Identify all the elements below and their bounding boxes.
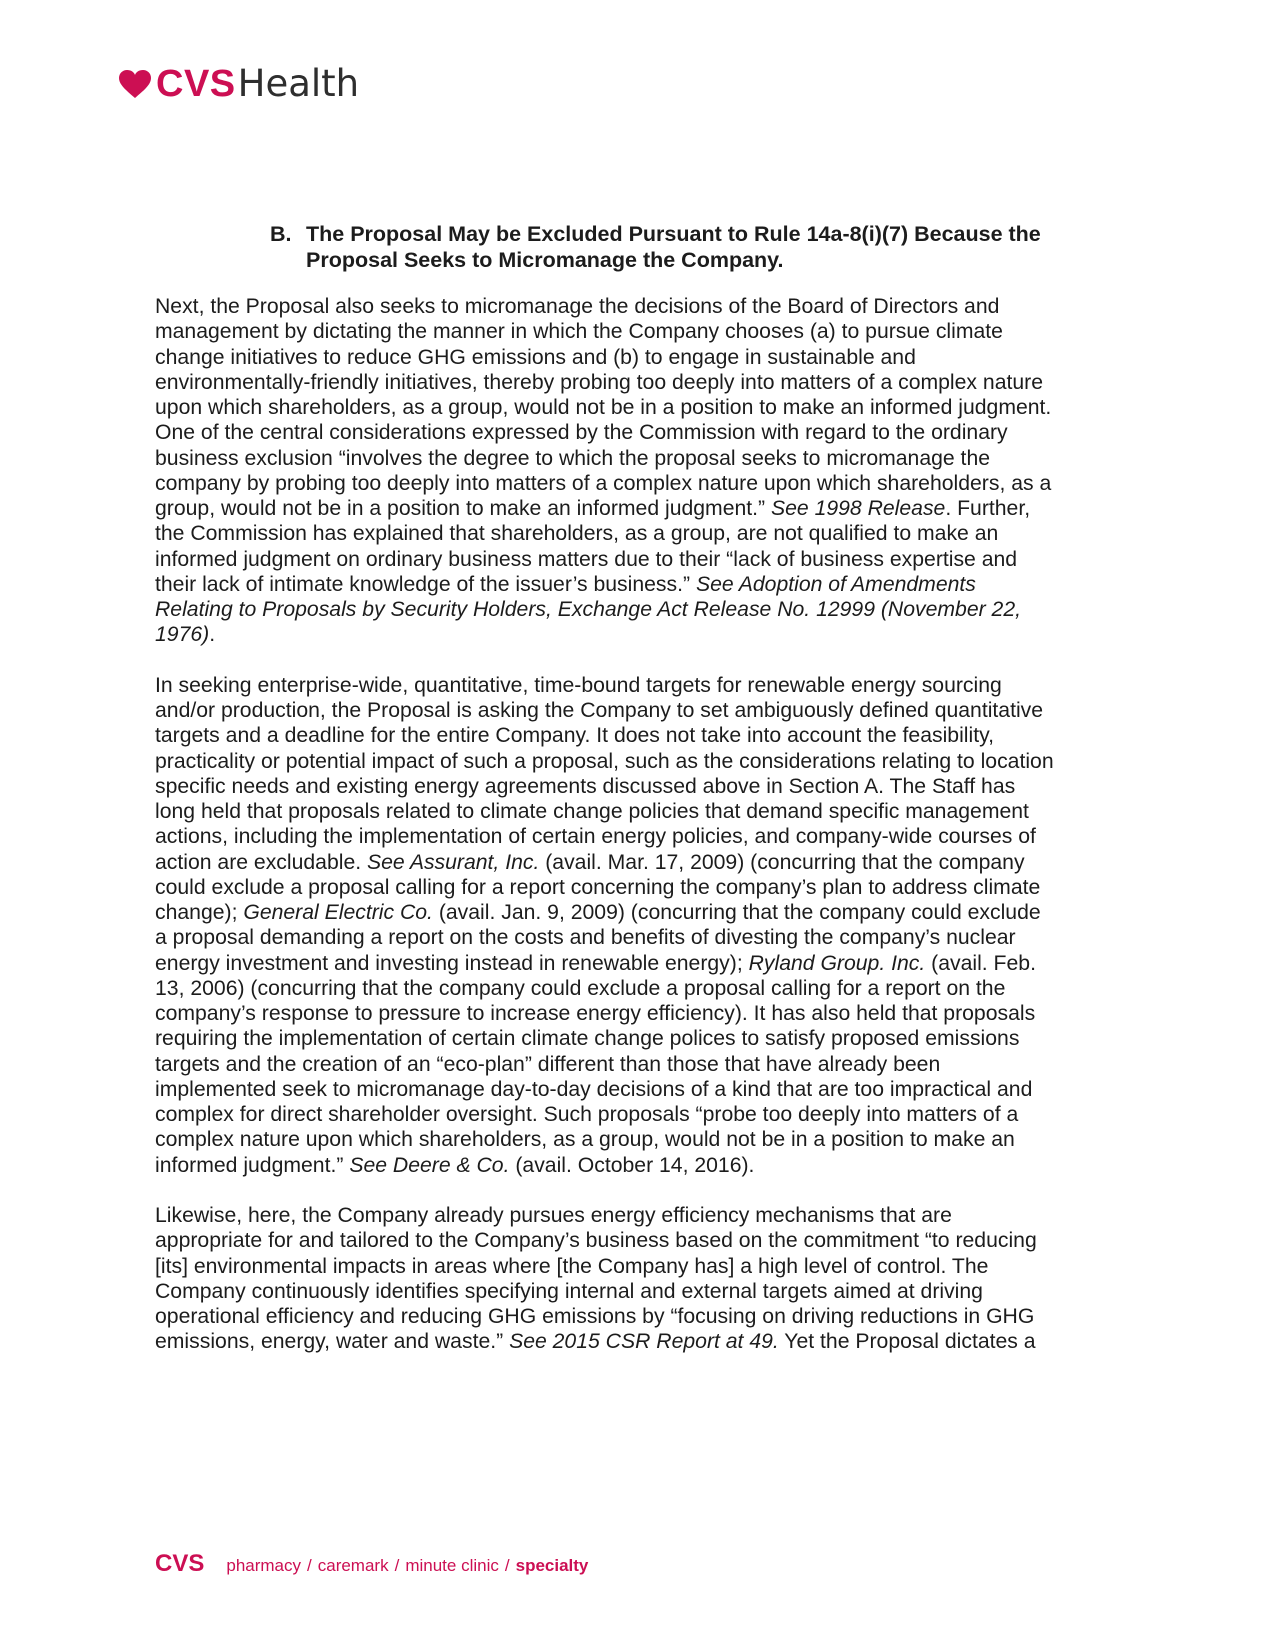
text-segment: company by probing too deeply into matters of a complex nature upon which shareholders, as a (155, 471, 1052, 495)
text-segment: (avail. Mar. 17, 2009) (concurring that the company (539, 850, 1025, 874)
text-line (155, 1228, 1130, 1253)
section-title-line: Proposal Seeks to Micromanage the Company. (306, 247, 784, 272)
citation-text: 1976) (155, 623, 210, 647)
text-segment: actions, including the implementation of certain energy policies, and company-wide courses of (155, 825, 1036, 849)
footer-link-minute-clinic: minute clinic (405, 1556, 499, 1575)
text-segment: action are excludable. (155, 850, 368, 874)
text-line (155, 799, 1130, 824)
citation-text: See Adoption of Amendments (695, 572, 976, 596)
text-line (155, 496, 1130, 521)
text-segment: (avail. Jan. 9, 2009) (concurring that the company could exclude (432, 901, 1041, 924)
body-paragraph (155, 294, 1130, 648)
text-segment: management by dictating the manner in which the Company chooses (a) to pursue climate (155, 320, 1003, 344)
footer-link-pharmacy: pharmacy (226, 1556, 301, 1575)
section-title-line: The Proposal May be Excluded Pursuant to Rule 14a-8(i)(7) Because the (306, 222, 1041, 246)
text-segment: and/or production, the Proposal is asking the Company to set ambiguously defined quantitative (155, 699, 1044, 722)
footer-separator: / (504, 1556, 510, 1575)
text-line (155, 547, 1130, 572)
text-segment: environmentally-friendly initiatives, thereby probing too deeply into matters of a complex nature (155, 370, 1043, 394)
text-segment: energy investment and investing instead in renewable energy); (155, 951, 749, 975)
text-segment: a proposal demanding a report on the costs and benefits of divesting the company’s nuclear (155, 926, 1016, 950)
text-segment: requiring the implementation of certain climate change polices to satisfy proposed emissions (155, 1027, 1020, 1051)
text-segment: the Commission has explained that shareholders, as a group, are not qualified to make an (155, 522, 999, 546)
heart-icon (118, 69, 152, 99)
section-letter: B. (270, 222, 292, 246)
body-paragraph (155, 1203, 1130, 1355)
text-line (155, 1102, 1130, 1127)
text-line (155, 1304, 1130, 1329)
text-line (155, 976, 1130, 1001)
text-line (155, 471, 1130, 496)
footer-link-caremark: caremark (317, 1556, 389, 1575)
citation-text: See Assurant, Inc. (367, 850, 540, 874)
text-segment: informed judgment.” (155, 1153, 350, 1177)
text-line (155, 319, 1130, 344)
text-line (155, 1052, 1130, 1077)
text-line (155, 1026, 1130, 1051)
text-segment: (avail. October 14, 2016). (509, 1153, 755, 1177)
text-segment: Next, the Proposal also seeks to micromanage the decisions of the Board of Directors and (155, 295, 1000, 318)
text-segment: implemented seek to micromanage day-to-day decisions of a kind that are too impractical and (155, 1077, 1033, 1101)
text-line (155, 622, 1130, 647)
footer-separator: / (394, 1556, 400, 1575)
text-line (155, 698, 1130, 723)
document-body (155, 294, 1130, 1380)
citation-text: See 1998 Release (770, 497, 946, 520)
text-segment: targets and the creation of an “eco-plan” different than those that have already been (155, 1052, 941, 1076)
text-line (155, 1279, 1130, 1304)
text-line (155, 1077, 1130, 1102)
text-line (155, 1254, 1130, 1279)
text-segment: (avail. Feb. (925, 951, 1036, 975)
footer-link-specialty: specialty (515, 1556, 589, 1575)
text-line (155, 1127, 1130, 1152)
text-line (155, 1001, 1130, 1026)
footer-cvs-logo: CVS (155, 1550, 205, 1577)
citation-text: See 2015 CSR Report at 49. (509, 1330, 779, 1354)
text-segment: specific needs and existing energy agreements discussed above in Section A. The Staff has (155, 774, 1016, 798)
text-segment: targets and a deadline for the entire Company. It does not take into account the feasibility, (155, 724, 994, 748)
text-line (155, 1329, 1130, 1354)
text-line (155, 824, 1130, 849)
citation-text: Relating to Proposals by Security Holders, Exchange Act Release No. 12999 (November 22, (155, 598, 1021, 621)
text-line (155, 925, 1130, 950)
text-line (155, 673, 1130, 698)
text-segment: company’s response to pressure to increase energy efficiency). It has also held that proposals (155, 1002, 1036, 1025)
logo-cvs-text: CVS (156, 63, 236, 105)
text-line (155, 900, 1130, 925)
text-segment: their lack of intimate knowledge of the issuer’s business.” (155, 572, 696, 596)
text-line (155, 774, 1130, 799)
text-segment: 13, 2006) (concurring that the company could exclude a proposal calling for a report on the (155, 976, 1006, 1000)
text-line (155, 1203, 1130, 1228)
text-segment: upon which shareholders, as a group, would not be in a position to make an informed judgment. (155, 396, 1052, 419)
text-line (155, 294, 1130, 319)
text-segment: . Further, (945, 497, 1031, 520)
section-heading (270, 222, 1100, 273)
text-line (155, 572, 1130, 597)
text-line (155, 1153, 1130, 1178)
citation-text: Ryland Group. Inc. (748, 951, 926, 975)
text-line (155, 749, 1130, 774)
citation-text: See Deere & Co. (349, 1153, 510, 1177)
text-line (155, 723, 1130, 748)
text-segment: In seeking enterprise-wide, quantitative, time-bound targets for renewable energy sourcing (155, 673, 1002, 697)
text-line (155, 395, 1130, 420)
text-segment: Yet the Proposal dictates a (778, 1330, 1036, 1354)
text-segment: informed judgment on ordinary business matters due to their “lack of business expertise and (155, 547, 1018, 571)
text-segment: [its] environmental impacts in areas where [the Company has] a high level of control. The (155, 1254, 989, 1278)
text-line (155, 597, 1130, 622)
text-segment: Company continuously identifies specifying internal and external targets aimed at driving (155, 1279, 983, 1303)
text-line (155, 521, 1130, 546)
text-segment: Likewise, here, the Company already pursues energy efficiency mechanisms that are (155, 1204, 952, 1227)
logo-health-text: Health (237, 62, 360, 105)
text-line (155, 875, 1130, 900)
text-segment: . (209, 623, 216, 647)
text-segment: One of the central considerations expressed by the Commission with regard to the ordinary (155, 421, 1008, 445)
citation-text: General Electric Co. (243, 901, 433, 924)
text-segment: operational efficiency and reducing GHG emissions by “focusing on driving reductions in GHG (155, 1305, 1035, 1328)
text-segment: appropriate for and tailored to the Company’s business based on the commitment “to reducing (155, 1229, 1037, 1253)
text-segment: long held that proposals related to climate change policies that demand specific management (155, 800, 1029, 823)
text-line (155, 420, 1130, 445)
text-line (155, 850, 1130, 875)
text-line (155, 951, 1130, 976)
text-segment: change); (155, 901, 244, 924)
footer-links (226, 1556, 588, 1576)
cvs-health-logo (118, 62, 359, 106)
text-line (155, 345, 1130, 370)
footer-separator: / (307, 1556, 312, 1575)
text-segment: complex nature upon which shareholders, as a group, would not be in a position to make an (155, 1128, 1015, 1152)
text-line (155, 370, 1130, 395)
text-segment: business exclusion “involves the degree to which the proposal seeks to micromanage the (155, 446, 991, 470)
text-segment: change initiatives to reduce GHG emissions and (b) to engage in sustainable and (155, 345, 916, 369)
text-segment: emissions, energy, water and waste.” (155, 1330, 510, 1354)
text-segment: could exclude a proposal calling for a report concerning the company’s plan to address climate (155, 875, 1041, 899)
text-line (155, 446, 1130, 471)
body-paragraph (155, 673, 1130, 1178)
text-segment: complex for direct shareholder oversight. Such proposals “probe too deeply into matters of a (155, 1103, 1019, 1126)
footer (155, 1550, 588, 1578)
text-segment: group, would not be in a position to make an informed judgment.” (155, 497, 771, 520)
text-segment: practicality or potential impact of such a proposal, such as the considerations relating to location (155, 749, 1054, 773)
